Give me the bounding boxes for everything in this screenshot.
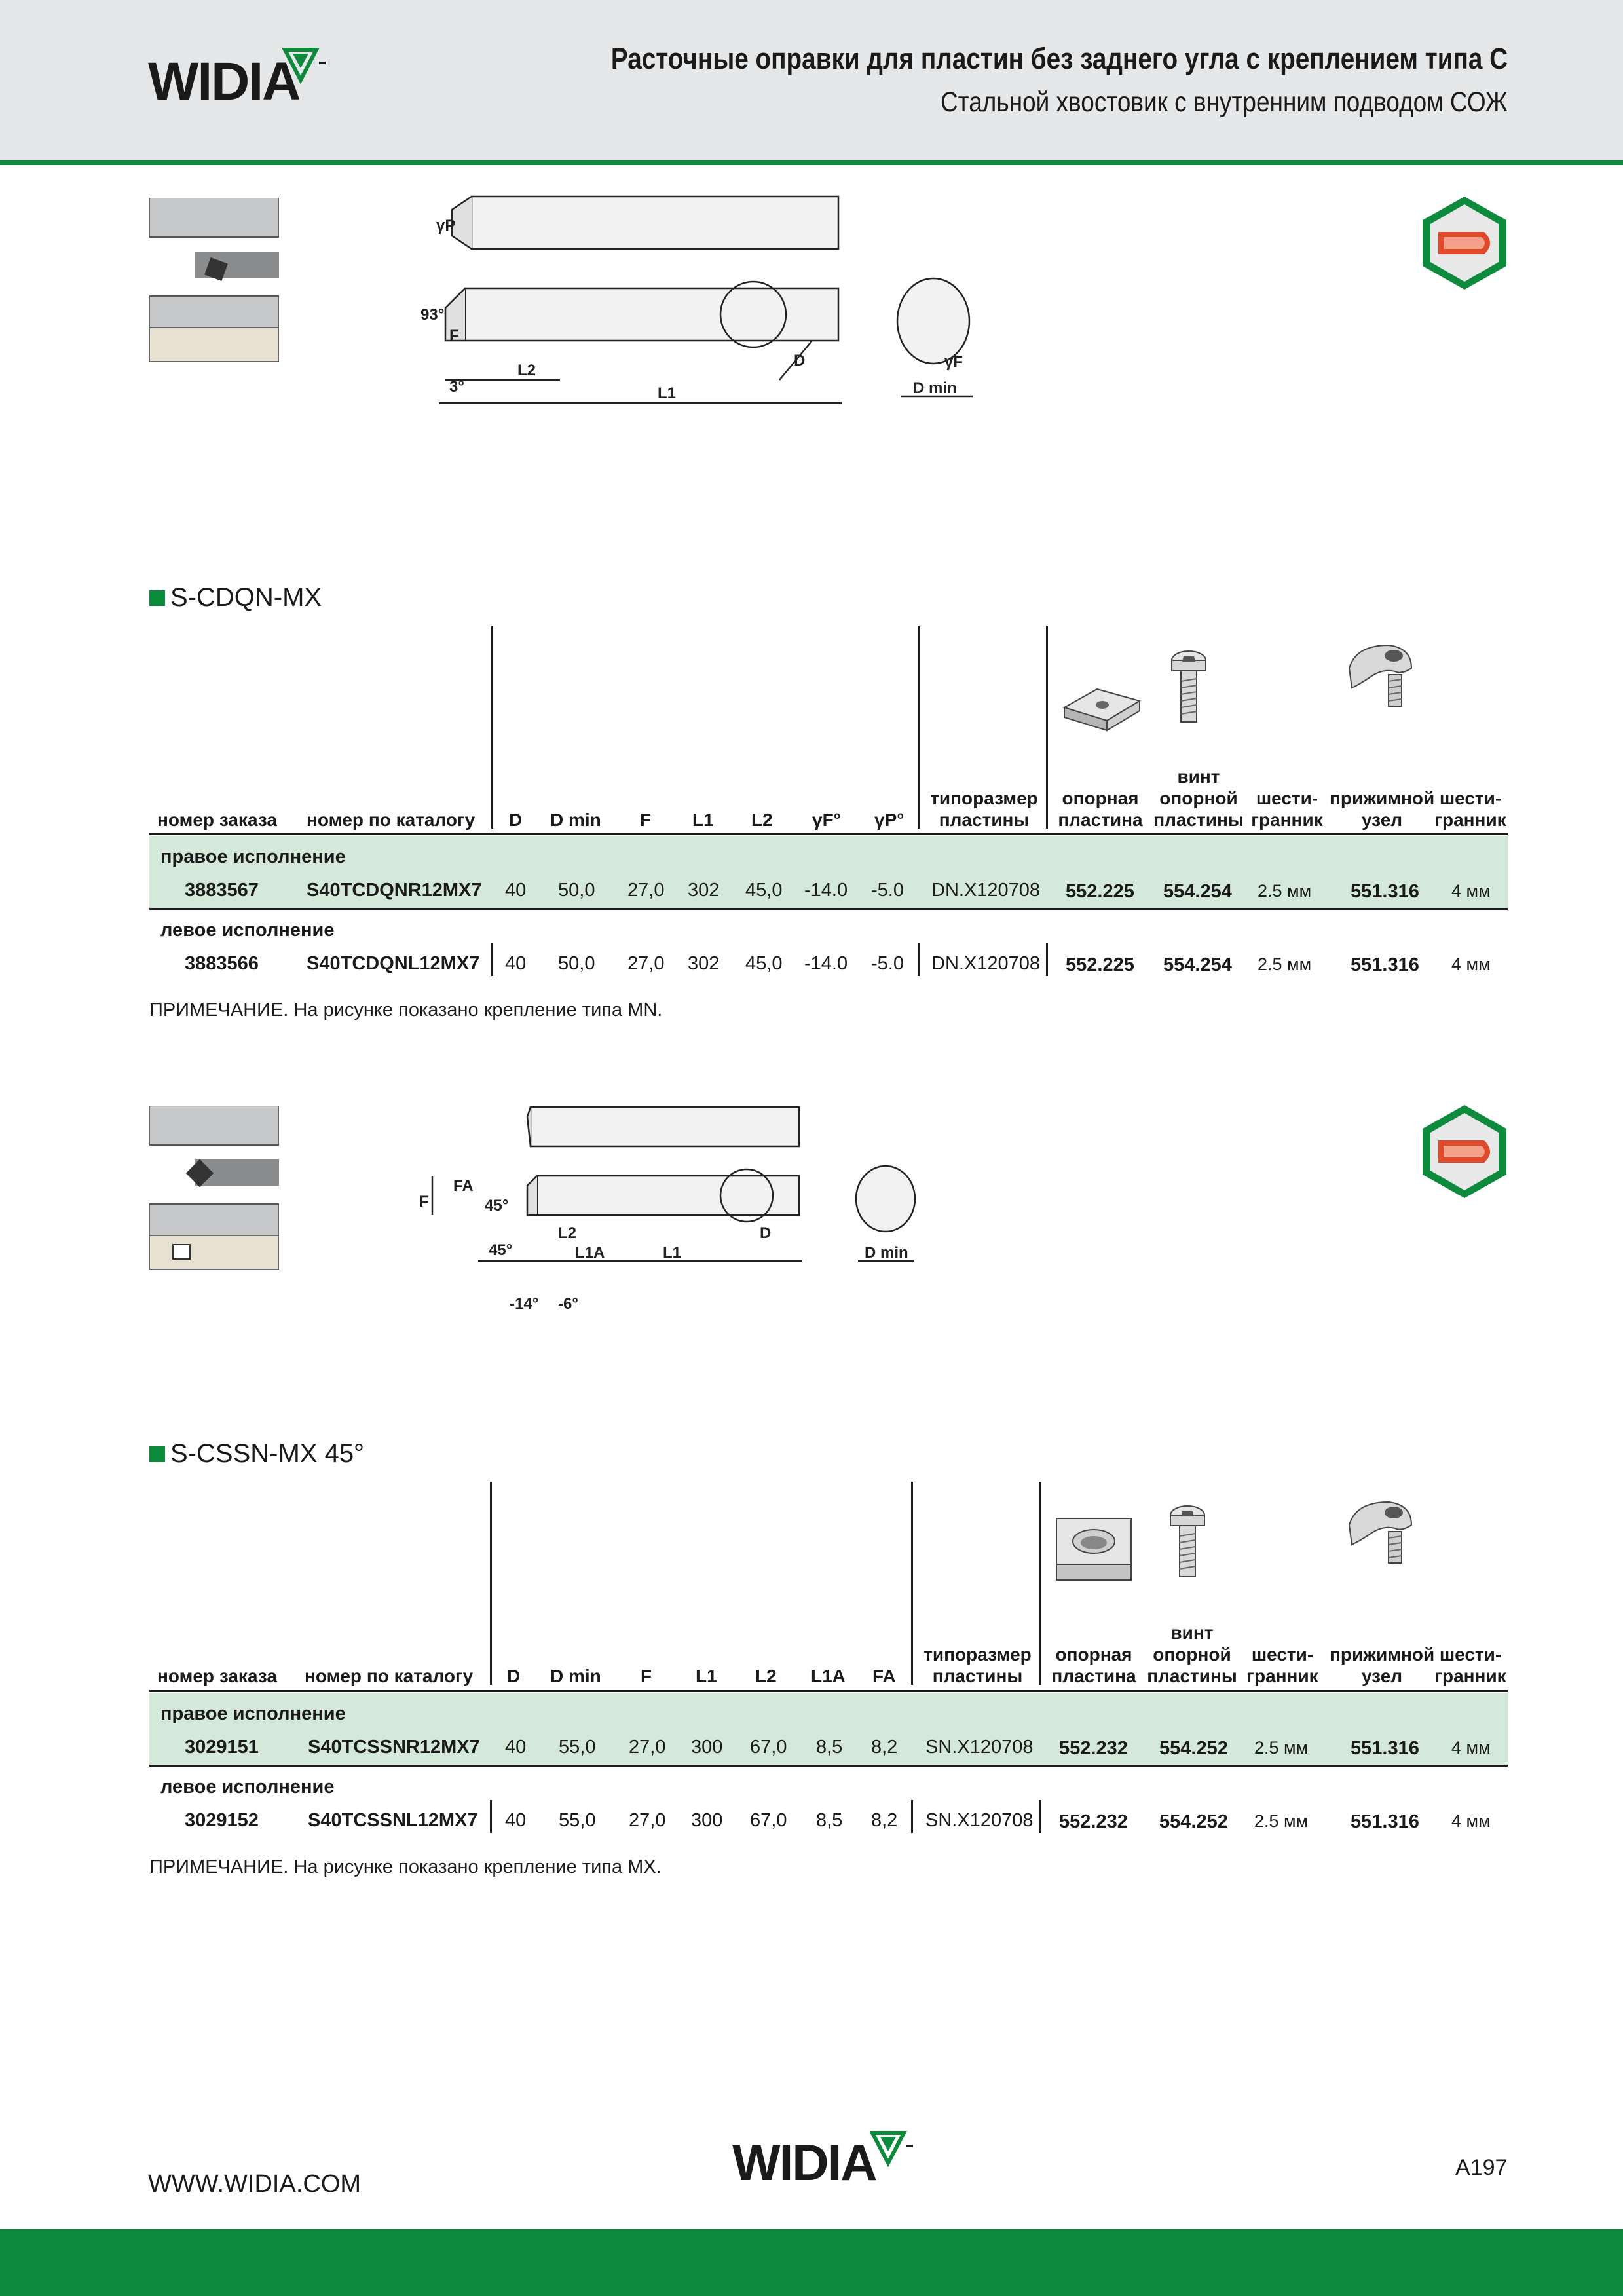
col-header-gamma-p: γP° xyxy=(874,810,905,830)
divider xyxy=(490,1482,492,1685)
header-logo: WIDIA xyxy=(148,51,299,113)
section-marker-icon xyxy=(149,1446,165,1462)
col-header-l1: L1 xyxy=(696,1666,717,1686)
col-header-l2: L2 xyxy=(755,1666,777,1686)
section2-note: ПРИМЕЧАНИЕ. На рисунке показано крепление типа MX. xyxy=(149,1856,662,1877)
section2-hex-badge-icon xyxy=(1419,1102,1510,1201)
group-label: правое исполнение xyxy=(160,1703,346,1724)
divider xyxy=(1046,626,1048,829)
col-header-shim: опорная пластина xyxy=(1058,788,1143,830)
col-header-clamp: прижимной узел xyxy=(1330,788,1435,830)
divider xyxy=(1046,943,1048,976)
label-d: D xyxy=(760,1224,772,1242)
col-header-insert-size: типоразмер пластины xyxy=(930,788,1038,830)
col-header-clamp: прижимной узел xyxy=(1330,1644,1435,1686)
label-l1: L1 xyxy=(663,1244,682,1262)
divider xyxy=(911,1800,913,1833)
label-d: D xyxy=(794,352,806,369)
clamp-unit-icon xyxy=(1343,639,1421,721)
col-header-l1: L1 xyxy=(692,810,714,830)
table-row-rule xyxy=(149,908,1508,910)
label-45-top: 45° xyxy=(485,1197,509,1214)
label-dmin: D min xyxy=(913,379,957,397)
col-header-order-no: номер заказа xyxy=(157,810,277,830)
col-header-f: F xyxy=(641,1666,652,1686)
col-header-d: D xyxy=(509,810,523,830)
col-header-hex-key2: шести- гранник xyxy=(1434,788,1506,830)
group-label: правое исполнение xyxy=(160,846,346,867)
table-header-rule xyxy=(149,1690,1508,1692)
col-header-l1a: L1A xyxy=(811,1666,846,1686)
divider xyxy=(1039,1800,1041,1833)
screw-icon xyxy=(1168,1503,1207,1585)
page-number: A197 xyxy=(1455,2155,1508,2180)
divider xyxy=(918,943,920,976)
widia-v-logo-icon xyxy=(282,46,328,85)
divider xyxy=(911,1482,913,1685)
page-header xyxy=(0,0,1623,165)
col-header-fa: FA xyxy=(872,1666,896,1686)
col-header-gamma-f: γF° xyxy=(812,810,841,830)
page-title: Расточные оправки для пластин без заднего угла с креплением типа С xyxy=(610,42,1508,75)
footer-url[interactable]: WWW.WIDIA.COM xyxy=(148,2170,362,2198)
clamp-unit-icon xyxy=(1343,1496,1421,1577)
group-label: левое исполнение xyxy=(160,1777,335,1797)
label-minus6: -6° xyxy=(558,1295,578,1313)
col-header-dmin: D min xyxy=(550,810,601,830)
label-gamma-p: γP xyxy=(436,217,456,235)
divider xyxy=(918,626,920,829)
col-header-hex-key2: шести- гранник xyxy=(1434,1644,1506,1686)
col-header-f: F xyxy=(640,810,652,830)
label-l1: L1 xyxy=(658,385,677,402)
section2-tool-drawing xyxy=(413,1101,937,1317)
col-header-l2: L2 xyxy=(751,810,773,830)
col-header-order-no: номер заказа xyxy=(157,1666,277,1686)
section2-title: S-CSSN-MX 45° xyxy=(149,1439,364,1469)
label-l1a: L1A xyxy=(575,1244,605,1262)
label-f: F xyxy=(419,1193,429,1211)
square-shim-icon xyxy=(1051,1513,1136,1585)
label-fa: FA xyxy=(453,1177,474,1195)
col-header-dmin: D min xyxy=(550,1666,601,1686)
screw-icon xyxy=(1169,649,1208,730)
section1-thumbnail-icon xyxy=(149,198,279,362)
label-l2: L2 xyxy=(558,1224,577,1242)
section1-title: S-CDQN-MX xyxy=(149,583,322,612)
section-marker-icon xyxy=(149,590,165,606)
col-header-hex-key1: шести- гранник xyxy=(1251,788,1323,830)
page-subtitle: Стальной хвостовик с внутренним подводом СОЖ xyxy=(941,86,1508,118)
col-header-shim-screw: винт опорной пластины xyxy=(1153,766,1244,830)
label-minus14: -14° xyxy=(510,1295,539,1313)
label-gamma-f: γF xyxy=(944,353,963,371)
divider xyxy=(1039,1482,1041,1685)
col-header-catalog-no: номер по каталогу xyxy=(305,1666,474,1686)
section1-note: ПРИМЕЧАНИЕ. На рисунке показано крепление типа MN. xyxy=(149,1000,663,1021)
group-label: левое исполнение xyxy=(160,920,335,941)
col-header-insert-size: типоразмер пластины xyxy=(923,1644,1032,1686)
col-header-shim: опорная пластина xyxy=(1051,1644,1136,1686)
section2-thumbnail-icon xyxy=(149,1106,279,1270)
footer-band xyxy=(0,2229,1623,2296)
divider xyxy=(491,626,493,829)
label-45-bottom: 45° xyxy=(489,1241,513,1259)
label-f: F xyxy=(449,327,459,345)
footer-logo: WIDIA xyxy=(732,2133,876,2192)
divider xyxy=(491,943,493,976)
table-row-rule xyxy=(149,1765,1508,1767)
label-dmin: D min xyxy=(865,1244,908,1262)
shim-plate-icon xyxy=(1058,681,1143,734)
col-header-hex-key1: шести- гранник xyxy=(1246,1644,1318,1686)
label-93: 93° xyxy=(420,306,445,324)
label-3: 3° xyxy=(449,378,464,396)
label-l2: L2 xyxy=(517,362,536,379)
col-header-catalog-no: номер по каталогу xyxy=(307,810,476,830)
section1-tool-drawing xyxy=(413,190,989,419)
divider xyxy=(490,1800,492,1833)
widia-v-logo-icon xyxy=(870,2129,916,2168)
table-header-rule xyxy=(149,833,1508,835)
col-header-d: D xyxy=(507,1666,521,1686)
section1-hex-badge-icon xyxy=(1419,194,1510,292)
col-header-shim-screw: винт опорной пластины xyxy=(1147,1623,1237,1686)
